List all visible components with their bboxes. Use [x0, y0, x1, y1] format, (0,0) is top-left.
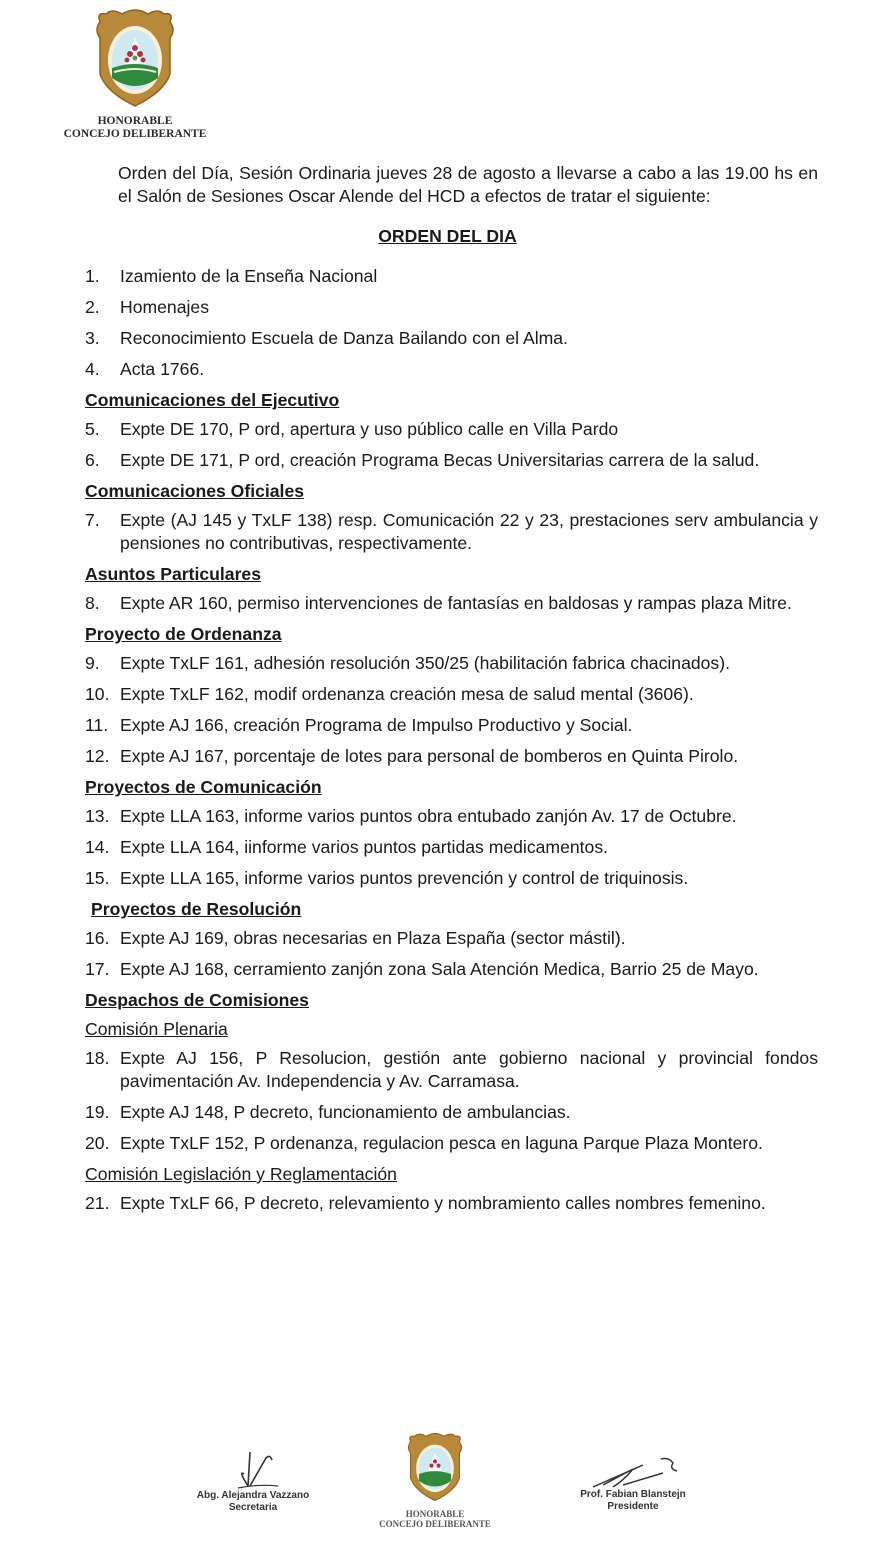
agenda-item: 14. Expte LLA 164, iinforme varios puntos partidas medicamentos.: [85, 837, 609, 857]
agenda-item: 3. Reconocimiento Escuela de Danza Bailando con el Alma.: [85, 328, 568, 348]
agenda-item: 7. Expte (AJ 145 y TxLF 138) resp. Comunicación 22 y 23, prestaciones serv ambulancia y pensiones no contributivas, respectivamente.: [85, 510, 818, 553]
agenda-item: 17. Expte AJ 168, cerramiento zanjón zona Sala Atención Medica, Barrio 25 de Mayo.: [85, 959, 759, 979]
agenda-item: 13. Expte LLA 163, informe varios puntos obra entubado zanjón Av. 17 de Octubre.: [85, 806, 737, 826]
section-heading-resolucion: Proyectos de Resolución: [91, 899, 302, 919]
agenda-item: 4. Acta 1766.: [85, 359, 205, 379]
secretary-name: Abg. Alejandra Vazzano: [196, 1490, 310, 1501]
page-title: ORDEN DEL DIA: [378, 226, 517, 246]
agenda-item: 16. Expte AJ 169, obras necesarias en Plaza España (sector mástil).: [85, 928, 626, 948]
president-role: Presidente: [607, 1501, 659, 1512]
section-heading-ejecutivo: Comunicaciones del Ejecutivo: [85, 390, 340, 410]
header-crest-block: [50, 8, 220, 141]
agenda-item: 10. Expte TxLF 162, modif ordenanza creación mesa de salud mental (3606).: [85, 684, 694, 704]
agenda-item: 9. Expte TxLF 161, adhesión resolución 350/25 (habilitación fabrica chacinados).: [85, 653, 730, 673]
council-crest-icon: [405, 1432, 465, 1502]
footer-crest-block: [372, 1432, 498, 1530]
agenda-item: 19. Expte AJ 148, P decreto, funcionamiento de ambulancias.: [85, 1102, 571, 1122]
agenda-item: 2. Homenajes: [85, 297, 209, 317]
section-heading-ordenanza: Proyecto de Ordenanza: [85, 624, 282, 644]
president-signature-block: [568, 1455, 698, 1513]
agenda-item: 18. Expte AJ 156, P Resolucion, gestión ante gobierno nacional y provincial fondos pavimentación Av. Independencia y Av. Carramasa.: [85, 1048, 818, 1091]
agenda-item: 21. Expte TxLF 66, P decreto, relevamiento y nombramiento calles nombres femenino.: [85, 1193, 766, 1213]
agenda-item: 11. Expte AJ 166, creación Programa de Impulso Productivo y Social.: [85, 715, 633, 735]
org-name: [50, 115, 220, 141]
section-heading-oficiales: Comunicaciones Oficiales: [85, 481, 305, 501]
agenda-content: [85, 265, 818, 1223]
agenda-item: 8. Expte AR 160, permiso intervenciones de fantasías en baldosas y rampas plaza Mitre.: [85, 593, 792, 613]
intro-paragraph: Orden del Día, Sesión Ordinaria jueves 28 de agosto a llevarse a cabo a las 19.00 hs en el Salón de Sesiones Oscar Alende del HCD a efectos de tratar el siguiente:: [118, 163, 818, 206]
agenda-item: 6. Expte DE 171, P ord, creación Programa Becas Universitarias carrera de la salud.: [85, 450, 760, 470]
org-name-line1: HONORABLE: [97, 115, 173, 127]
subsection-heading-plenaria: Comisión Plenaria: [85, 1019, 228, 1039]
secretary-signature-block: [188, 1450, 318, 1514]
section-heading-despachos: Despachos de Comisiones: [85, 990, 309, 1010]
signature-icon: [198, 1450, 308, 1490]
org-name: [372, 1509, 498, 1530]
org-name-line1: HONORABLE: [405, 1509, 465, 1519]
secretary-role: Secretaria: [228, 1502, 278, 1513]
council-crest-icon: [92, 8, 178, 108]
agenda-item: 5. Expte DE 170, P ord, apertura y uso público calle en Villa Pardo: [85, 419, 619, 439]
section-heading-particulares: Asuntos Particulares: [85, 564, 261, 584]
agenda-item: 1. Izamiento de la Enseña Nacional: [85, 266, 378, 286]
agenda-item: 12. Expte AJ 167, porcentaje de lotes para personal de bomberos en Quinta Pirolo.: [85, 746, 739, 766]
signature-icon: [573, 1455, 693, 1489]
section-heading-comunicacion: Proyectos de Comunicación: [85, 777, 322, 797]
org-name-line2: CONCEJO DELIBERANTE: [379, 1519, 491, 1530]
subsection-heading-legislacion: Comisión Legislación y Reglamentación: [85, 1164, 397, 1184]
org-name-line2: CONCEJO DELIBERANTE: [63, 128, 207, 141]
agenda-item: 15. Expte LLA 165, informe varios puntos prevención y control de triquinosis.: [85, 868, 689, 888]
agenda-item: 20. Expte TxLF 152, P ordenanza, regulacion pesca en laguna Parque Plaza Montero.: [85, 1133, 763, 1153]
president-name: Prof. Fabian Blanstejn: [580, 1489, 686, 1500]
